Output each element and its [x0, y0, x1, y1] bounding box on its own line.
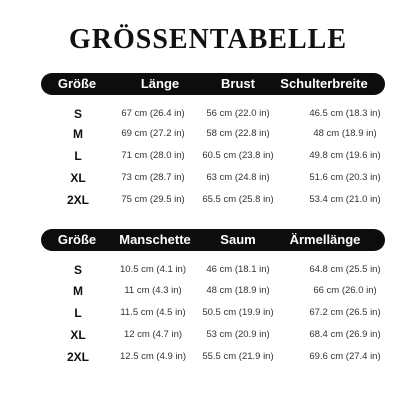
- size-label: S: [73, 107, 82, 121]
- size-label: S: [73, 263, 82, 277]
- sleeve-value: 68.4 cm (26.9 in): [309, 329, 381, 340]
- shoulder-value: 46.5 cm (18.3 in): [309, 108, 381, 119]
- table1-header-shoulder: Schulterbreite: [280, 76, 368, 91]
- size-label: M: [73, 284, 83, 298]
- cuff-value: 12 cm (4.7 in): [123, 329, 183, 340]
- size-label: L: [74, 306, 82, 320]
- table2-header-cuff: Manschette: [119, 232, 191, 247]
- table1-header-length: Länge: [140, 76, 180, 91]
- sleeve-value: 64.8 cm (25.5 in): [309, 264, 381, 275]
- sleeve-value: 66 cm (26.0 in): [313, 285, 377, 296]
- chest-value: 65.5 cm (25.8 in): [202, 194, 274, 205]
- chest-value: 60.5 cm (23.8 in): [202, 150, 274, 161]
- size-label: XL: [70, 171, 86, 185]
- shoulder-value: 49.8 cm (19.6 in): [309, 150, 381, 161]
- shoulder-value: 48 cm (18.9 in): [313, 128, 377, 139]
- table1-header-size: Größe: [57, 76, 97, 91]
- length-value: 71 cm (28.0 in): [121, 150, 185, 161]
- cuff-value: 11.5 cm (4.5 in): [120, 307, 186, 318]
- table2-header-size: Größe: [57, 232, 97, 247]
- sleeve-value: 69.6 cm (27.4 in): [309, 351, 381, 362]
- table-row: [0, 126, 416, 142]
- table-row: [0, 148, 416, 164]
- chest-value: 56 cm (22.0 in): [206, 108, 270, 119]
- size-label: XL: [70, 328, 86, 342]
- length-value: 75 cm (29.5 in): [121, 194, 185, 205]
- hem-value: 48 cm (18.9 in): [206, 285, 270, 296]
- length-value: 69 cm (27.2 in): [121, 128, 185, 139]
- chest-value: 63 cm (24.8 in): [206, 172, 270, 183]
- size-label: M: [73, 127, 83, 141]
- table-row: [0, 327, 416, 343]
- table2-header: [41, 229, 385, 251]
- cuff-value: 12.5 cm (4.9 in): [120, 351, 186, 362]
- table-row: [0, 106, 416, 122]
- table2-header-hem: Saum: [220, 232, 256, 247]
- table-row: [0, 305, 416, 321]
- chest-value: 58 cm (22.8 in): [206, 128, 270, 139]
- cuff-value: 10.5 cm (4.1 in): [120, 264, 186, 275]
- hem-value: 50.5 cm (19.9 in): [202, 307, 274, 318]
- table-row: [0, 262, 416, 278]
- page-title: GRÖSSENTABELLE: [68, 24, 348, 55]
- table-row: [0, 349, 416, 365]
- table2-header-sleeve: Ärmellänge: [289, 232, 361, 247]
- size-label: 2XL: [66, 350, 89, 364]
- hem-value: 46 cm (18.1 in): [206, 264, 270, 275]
- table-row: [0, 283, 416, 299]
- length-value: 67 cm (26.4 in): [121, 108, 185, 119]
- shoulder-value: 53.4 cm (21.0 in): [309, 194, 381, 205]
- hem-value: 53 cm (20.9 in): [206, 329, 270, 340]
- table1-header-chest: Brust: [221, 76, 255, 91]
- length-value: 73 cm (28.7 in): [121, 172, 185, 183]
- cuff-value: 11 cm (4.3 in): [124, 285, 182, 296]
- shoulder-value: 51.6 cm (20.3 in): [309, 172, 381, 183]
- table-row: [0, 192, 416, 208]
- hem-value: 55.5 cm (21.9 in): [202, 351, 274, 362]
- sleeve-value: 67.2 cm (26.5 in): [309, 307, 381, 318]
- table-row: [0, 170, 416, 186]
- size-label: L: [74, 149, 82, 163]
- table1-header: [41, 73, 385, 95]
- size-label: 2XL: [66, 193, 89, 207]
